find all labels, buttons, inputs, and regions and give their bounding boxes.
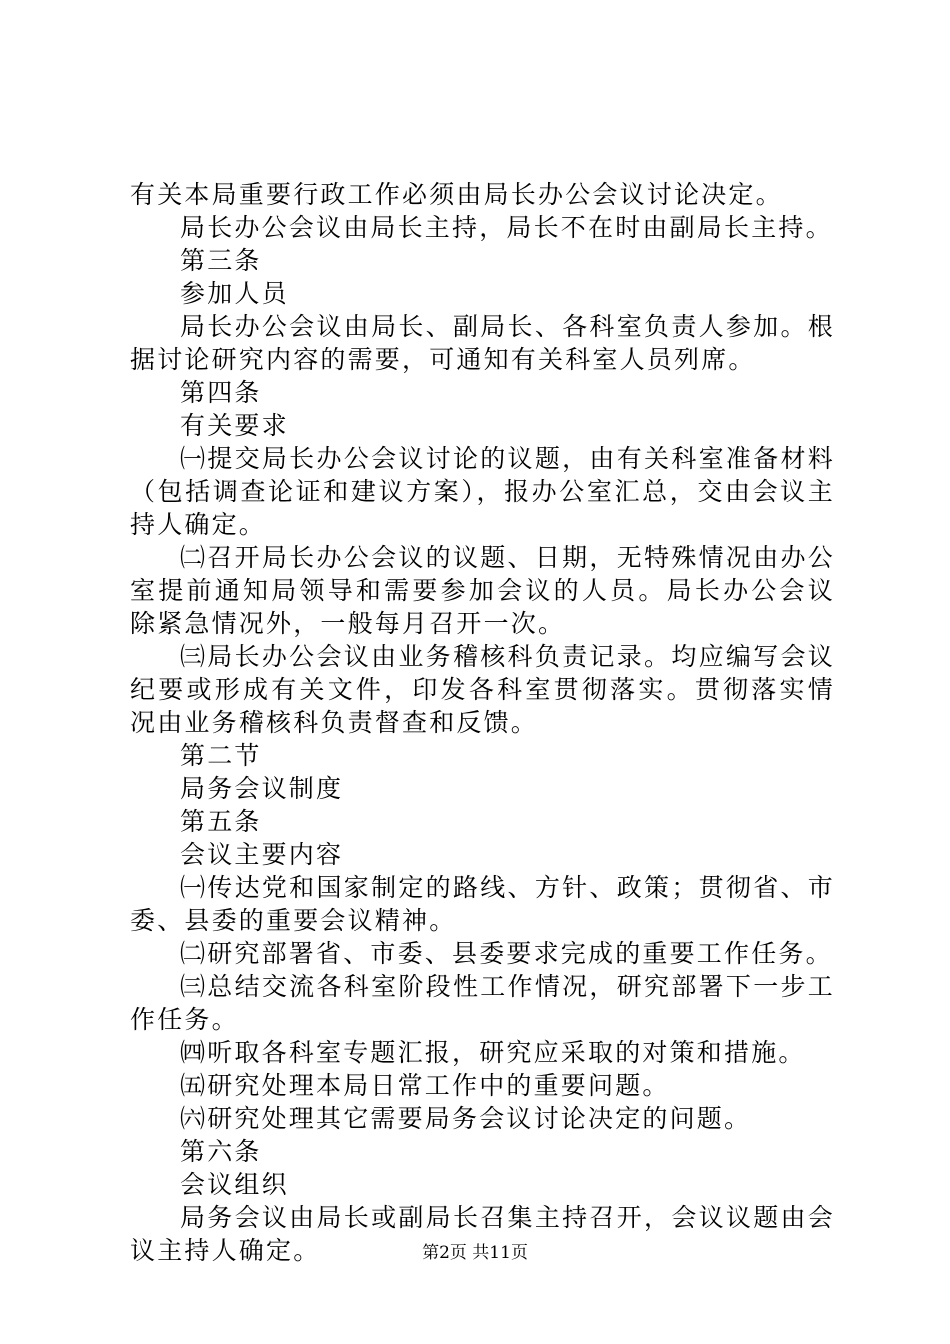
- paragraph: 有关本局重要行政工作必须由局长办公会议讨论决定。: [130, 180, 783, 209]
- paragraph: 会议组织: [180, 1170, 289, 1199]
- paragraph: 局务会议制度: [180, 774, 344, 803]
- paragraph: 有关要求: [180, 411, 289, 440]
- paragraph: 第五条: [180, 807, 262, 836]
- paragraph: ㈠传达党和国家制定的路线、方针、政策；贯彻省、市委、县委的重要会议精神。: [130, 873, 835, 935]
- paragraph: 第三条: [180, 246, 262, 275]
- paragraph: 第四条: [180, 378, 262, 407]
- paragraph: 局长办公会议由局长主持，局长不在时由副局长主持。: [180, 213, 833, 242]
- total-pages: 11: [489, 1243, 511, 1263]
- page-footer: [0, 1241, 950, 1265]
- total-suffix: 页: [510, 1243, 528, 1263]
- page-suffix: 页: [449, 1243, 467, 1263]
- paragraph: ㈠提交局长办公会议讨论的议题，由有关科室准备材料（包括调查论证和建议方案），报办公室汇总，交由会议主持人确定。: [130, 444, 835, 539]
- paragraph: 参加人员: [180, 279, 289, 308]
- paragraph: 第六条: [180, 1137, 262, 1166]
- total-prefix: 共: [472, 1243, 490, 1263]
- paragraph: 会议主要内容: [180, 840, 344, 869]
- paragraph: ㈡召开局长办公会议的议题、日期，无特殊情况由办公室提前通知局领导和需要参加会议的人员。局长办公会议除紧急情况外，一般每月召开一次。: [130, 543, 835, 638]
- page-prefix: 第: [422, 1243, 440, 1263]
- page-number: 2: [439, 1243, 450, 1263]
- paragraph: 第二节: [180, 741, 262, 770]
- paragraph: ㈥研究处理其它需要局务会议讨论决定的问题。: [180, 1104, 752, 1133]
- paragraph: 局务会议由局长或副局长召集主持召开，会议议题由会议主持人确定。: [130, 1203, 835, 1265]
- paragraph: ㈢局长办公会议由业务稽核科负责记录。均应编写会议纪要或形成有关文件，印发各科室贯彻落实。贯彻落实情况由业务稽核科负责督查和反馈。: [130, 642, 835, 737]
- paragraph: ㈢总结交流各科室阶段性工作情况，研究部署下一步工作任务。: [130, 972, 835, 1034]
- document-body: [130, 178, 835, 1267]
- paragraph: ㈤研究处理本局日常工作中的重要问题。: [180, 1071, 670, 1100]
- paragraph: ㈣听取各科室专题汇报，研究应采取的对策和措施。: [180, 1038, 806, 1067]
- paragraph: 局长办公会议由局长、副局长、各科室负责人参加。根据讨论研究内容的需要，可通知有关科室人员列席。: [130, 312, 835, 374]
- paragraph: ㈡研究部署省、市委、县委要求完成的重要工作任务。: [180, 939, 833, 968]
